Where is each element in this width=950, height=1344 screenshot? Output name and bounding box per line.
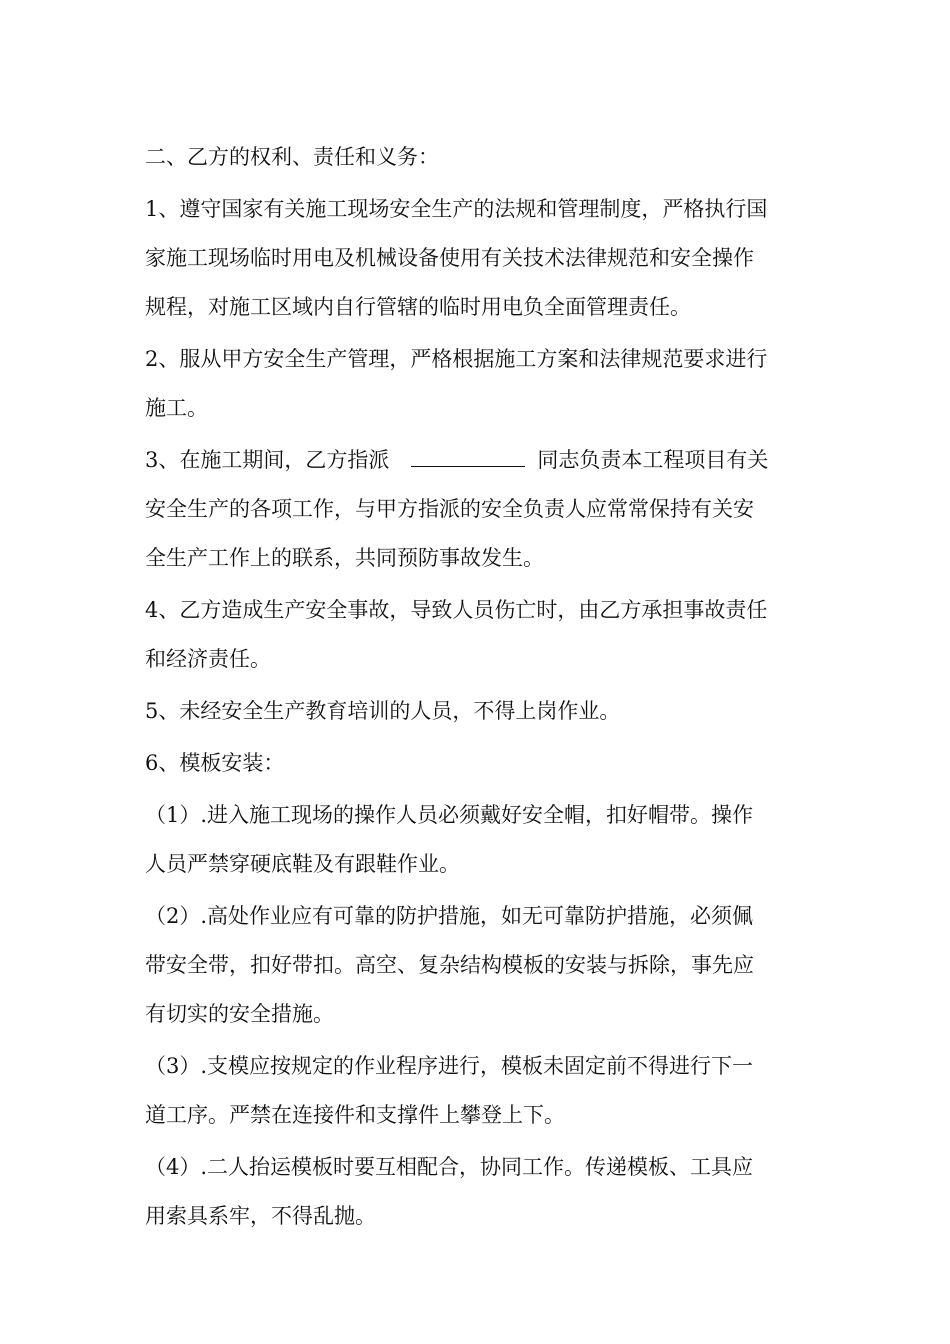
subclause-1 [145,791,813,889]
subclause-2-line-2: 带安全带，扣好带扣。高空、复杂结构模板的安装与拆除，事先应 [145,953,754,977]
clause-6-line-1: 6、模板安装： [145,751,285,775]
clause-5 [145,687,813,736]
subclause-2-line-1: （2）.高处作业应有可靠的防护措施，如无可靠防护措施，必须佩 [145,904,754,928]
clause-1-line-2: 家施工现场临时用电及机械设备使用有关技术法律规范和安全操作 [145,246,754,270]
clause-4 [145,586,813,684]
subclause-1-line-1: （1）.进入施工现场的操作人员必须戴好安全帽，扣好帽带。操作 [145,803,754,827]
subclause-4-line-1: （4）.二人抬运模板时要互相配合，协同工作。传递模板、工具应 [145,1155,754,1179]
clause-2-line-2: 施工。 [145,396,208,420]
clause-1-line-1: 1、遵守国家有关施工现场安全生产的法规和管理制度，严格执行国 [145,197,768,221]
clause-3-line-3: 全生产工作上的联系，共同预防事故发生。 [145,546,544,570]
section-heading-text: 二、乙方的权利、责任和义务： [145,145,439,169]
clause-6 [145,739,813,788]
clause-3-line-1 [145,436,813,485]
clause-5-line-1: 5、未经安全生产教育培训的人员，不得上岗作业。 [145,699,621,723]
subclause-3-line-1: （3）.支模应按规定的作业程序进行，模板未固定前不得进行下一 [145,1054,754,1078]
subclause-2-line-3: 有切实的安全措施。 [145,1002,334,1026]
clause-1 [145,185,813,332]
clause-1-line-3: 规程，对施工区域内自行管辖的临时用电负全面管理责任。 [145,295,691,319]
subclause-4-line-2: 用索具系牢，不得乱抛。 [145,1204,376,1228]
clause-2 [145,335,813,433]
clause-3-line-1-before: 3、在施工期间，乙方指派 [145,448,390,472]
clause-2-line-1: 2、服从甲方安全生产管理，严格根据施工方案和法律规范要求进行 [145,347,768,371]
clause-3-line-2: 安全生产的各项工作，与甲方指派的安全负责人应常常保持有关安 [145,497,754,521]
subclause-3-line-2: 道工序。严禁在连接件和支撑件上攀登上下。 [145,1103,565,1127]
clause-3 [145,436,813,583]
subclause-2 [145,892,813,1039]
document-body [145,133,813,1244]
clause-3-line-1-after: 同志负责本工程项目有关 [537,448,769,472]
subclause-3 [145,1042,813,1140]
clause-4-line-2: 和经济责任。 [145,647,271,671]
subclause-4 [145,1143,813,1241]
name-blank-field [411,449,525,467]
section-heading [145,133,813,182]
subclause-1-line-2: 人员严禁穿硬底鞋及有跟鞋作业。 [145,852,460,876]
clause-4-line-1: 4、乙方造成生产安全事故，导致人员伤亡时，由乙方承担事故责任 [145,598,768,622]
